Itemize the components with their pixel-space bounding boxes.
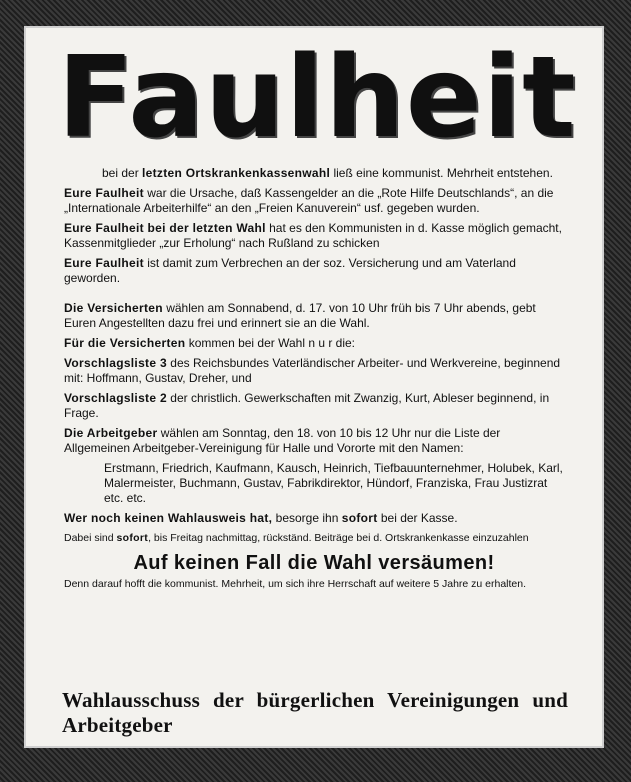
emphasis: Für die Versicherten [64, 336, 186, 350]
text: wählen am Sonntag, den 18. von 10 bis 12 Uhr nur die Liste der Allgemeinen Arbeitgeber-Vereinigung für Halle und Vororte mit den Namen: [64, 426, 501, 455]
call-to-action: Auf keinen Fall die Wahl versäumen! [133, 552, 495, 574]
headline: Faulheit [57, 33, 577, 163]
paragraph-1 [64, 166, 564, 181]
paragraph-5 [64, 301, 564, 331]
text: Dabei sind [64, 532, 117, 544]
text: der christlich. Gewerkschaften mit Zwanzig, Kurt, Ableser beginnend, in Frage. [64, 391, 550, 420]
text: bei der Kasse. [377, 511, 458, 525]
text: besorge ihn [272, 511, 342, 525]
text: wählen am Sonnabend, d. 17. von 10 Uhr früh bis 7 Uhr abends, gebt Euren Angestellten dazu frei und erinnert sie an die Wahl. [64, 301, 536, 330]
emphasis: Wer noch keinen Wahlausweis hat, [64, 511, 273, 525]
text: kommen bei der Wahl n u r die: [185, 336, 356, 350]
text: des Reichsbundes Vaterländischer Arbeiter- und Werkvereine, beginnend mit: Hoffmann, Gustav, Dreher, und [64, 356, 561, 385]
paragraph-8 [64, 391, 564, 421]
emphasis: Eure Faulheit [64, 186, 144, 200]
paragraph-6 [64, 336, 564, 351]
emphasis: sofort [116, 532, 149, 544]
emphasis: Vorschlagsliste 3 [64, 356, 167, 370]
text: bei der [102, 166, 143, 180]
text: ließ eine kommunist. Mehrheit entstehen. [330, 166, 553, 180]
paragraph-2 [64, 186, 564, 216]
paragraph-12 [64, 531, 564, 545]
text: war die Ursache, daß Kassengelder an die „Rote Hilfe Deutschlands“, an die „Internationale Arbeiterhilfe“ an den „Freien Kanuverein“ usf. gegeben wurden. [64, 186, 554, 215]
paragraph-9 [64, 426, 564, 456]
paragraph-14: Denn darauf hofft die kommunist. Mehrheit, um sich ihre Herrschaft auf weitere 5 Jahre zu erhalten. [64, 578, 527, 590]
emphasis: Die Arbeitgeber [64, 426, 158, 440]
paragraph-7 [64, 356, 564, 386]
text: ist damit zum Verbrechen an der soz. Versicherung und am Vaterland geworden. [64, 256, 516, 285]
paragraph-3 [64, 221, 564, 251]
paragraph-11 [64, 511, 564, 526]
emphasis: Eure Faulheit [64, 256, 144, 270]
emphasis: letzten Ortskrankenkassenwahl [142, 166, 331, 180]
text: hat es den Kommunisten in d. Kasse möglich gemacht, Kassenmitglieder „zur Erholung“ nach Rußland zu schicken [64, 221, 562, 250]
emphasis: Eure Faulheit bei der letzten Wahl [64, 221, 266, 235]
ad-body [64, 166, 564, 596]
emphasis: sofort [341, 511, 378, 525]
text: , bis Freitag nachmittag, rückständ. Beiträge bei d. Ortskrankenkasse einzuzahlen [148, 532, 529, 544]
emphasis: Vorschlagsliste 2 [64, 391, 167, 405]
signature: Wahlausschuss der bürgerlichen Vereinigungen und Arbeitgeber [62, 688, 568, 737]
emphasis: Die Versicherten [64, 301, 163, 315]
candidate-names: Erstmann, Friedrich, Kaufmann, Kausch, Heinrich, Tiefbauunternehmer, Holubek, Karl, Malermeister, Buchmann, Gustav, Fabrikdirektor, Hündorf, Franziska, Frau Justizrat etc. etc. [104, 461, 563, 505]
spacer [64, 291, 564, 301]
paragraph-4 [64, 256, 564, 286]
